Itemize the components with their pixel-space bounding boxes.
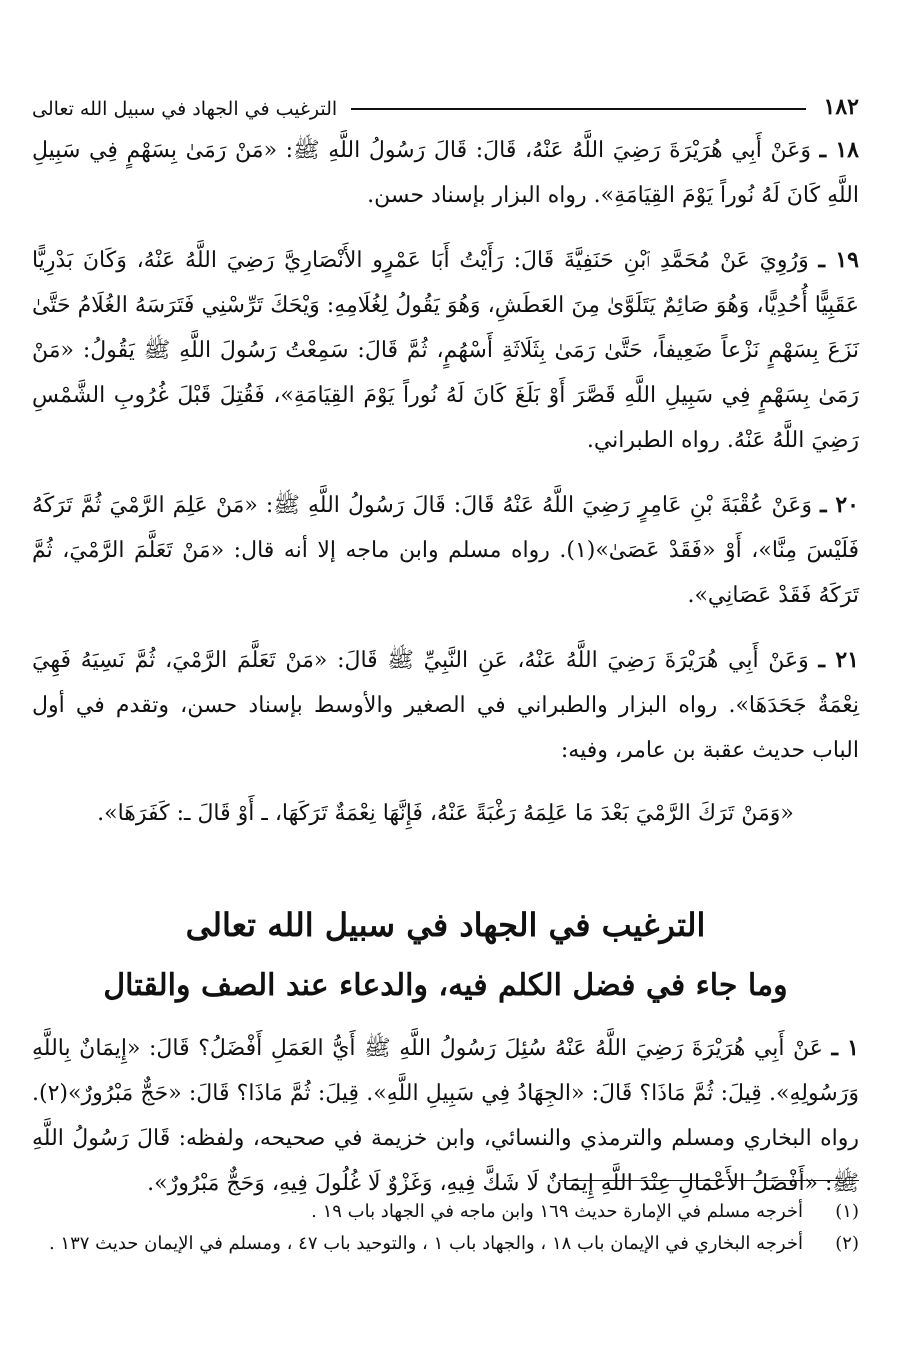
hadith-19 <box>32 238 859 463</box>
footnote-2 <box>32 1228 859 1260</box>
hadith-number: ٢١ ـ <box>818 647 859 673</box>
footnote-separator <box>559 1180 859 1181</box>
hadith-number: ١٩ ـ <box>818 247 859 273</box>
header-rule <box>351 108 805 110</box>
hadith-number: ١ ـ <box>831 1035 859 1061</box>
section-title: الترغيب في الجهاد في سبيل الله تعالى <box>185 906 706 944</box>
hadith-21-quote: «وَمَنْ تَرَكَ الرَّمْيَ بَعْدَ مَا عَلِمَهُ رَغْبَةً عَنْهُ، فَإِنَّهَا نِعْمَةٌ تَرَكَهَا، ـ أَوْ قَالَ ـ: كَفَرَهَا». <box>97 801 794 826</box>
footnote-number: (١) <box>835 1201 859 1222</box>
footnote-text: أخرجه البخاري في الإيمان باب ١٨ ، والجهاد باب ١ ، والتوحيد باب ٤٧ ، ومسلم في الإيمان حديث ١٣٧ . <box>48 1233 803 1254</box>
section-hadith-1 <box>32 1026 859 1206</box>
footnote-number: (٢) <box>835 1233 859 1254</box>
footnotes <box>32 1196 859 1260</box>
hadith-18 <box>32 128 859 218</box>
hadith-number: ٢٠ ـ <box>820 492 859 518</box>
footnote-1 <box>32 1196 859 1228</box>
hadith-text: وَعَنْ أَبِي هُرَيْرَةَ رَضِيَ اللَّهُ عَنْهُ، عَنِ النَّبِيِّ ﷺ قَالَ: «مَنْ تَعَلَّمَ الرَّمْيَ، ثُمَّ نَسِيَهُ فَهِيَ نِعْمَةٌ جَحَدَهَا». رواه البزار والطبراني في الصغير والأوسط بإسناد حسن، وتقدم في أول الباب حديث عقبة بن عامر، وفيه: <box>32 648 859 763</box>
hadith-20 <box>32 483 859 618</box>
running-title: الترغيب في الجهاد في سبيل الله تعالى <box>32 98 338 120</box>
footnote-text: أخرجه مسلم في الإمارة حديث ١٦٩ وابن ماجه في الجهاد باب ١٩ . <box>311 1201 803 1222</box>
page-header <box>32 80 859 120</box>
page-body <box>32 128 859 1226</box>
hadith-text: وَرُوِيَ عَنْ مُحَمَّدِ ٱبْنِ حَنَفِيَّةَ قَالَ: رَأَيْتُ أَبَا عَمْرٍو الأَنْصَارِيَّ رَضِيَ اللَّهُ عَنْهُ، وَكَانَ بَدْرِيًّا عَقَبِيًّا أُحُدِيًّا، وَهُوَ صَائِمٌ يَتَلَوَّىٰ مِنَ العَطَشِ، وَهُوَ يَقُولُ لِغُلَامِهِ: وَيْحَكَ تَرِّسْنِي فَتَرَسَهُ الغُلَامُ حَتَّىٰ نَزَعَ بِسَهْمٍ نَزْعاً ضَعِيفاً، حَتَّىٰ رَمَىٰ بِثَلَاثَةِ أَسْهُمٍ، ثُمَّ قَالَ: سَمِعْتُ رَسُولَ اللَّهِ ﷺ يَقُولُ: «مَنْ رَمَىٰ بِسَهْمٍ فِي سَبِيلِ اللَّهِ قَصَّرَ أَوْ بَلَغَ كَانَ لَهُ نُوراً يَوْمَ القِيَامَةِ»، فَقُتِلَ قَبْلَ غُرُوبِ الشَّمْسِ رَضِيَ اللَّهُ عَنْهُ. رواه الطبراني. <box>32 248 859 453</box>
page-number: ١٨٢ <box>823 94 859 120</box>
hadith-text: عَنْ أَبِي هُرَيْرَةَ رَضِيَ اللَّهُ عَنْهُ سُئِلَ رَسُولُ اللَّهِ ﷺ أَيُّ العَمَلِ أَفْضَلُ؟ قَالَ: «إِيمَانٌ بِاللَّهِ وَرَسُولِهِ». قِيلَ: ثُمَّ مَاذَا؟ قَالَ: «الجِهَادُ فِي سَبِيلِ اللَّهِ». قِيلَ: ثُمَّ مَاذَا؟ قَالَ: «حَجٌّ مَبْرُورٌ»(٢). رواه البخاري ومسلم والترمذي والنسائي، وابن خزيمة في صحيحه، ولفظه: قَالَ رَسُولُ اللَّهِ ﷺ: «أَفْضَلُ الأَعْمَالِ عِنْدَ اللَّهِ إِيمَانٌ لَا شَكَّ فِيهِ، وَغَزْوٌ لَا غُلُولَ فِيهِ، وَحَجٌّ مَبْرُورٌ». <box>32 1036 859 1196</box>
section-subtitle: وما جاء في فضل الكلم فيه، والدعاء عند الصف والقتال <box>103 968 788 1003</box>
hadith-number: ١٨ ـ <box>819 137 859 163</box>
hadith-21 <box>32 638 859 773</box>
hadith-text: وَعَنْ أَبِي هُرَيْرَةَ رَضِيَ اللَّهُ عَنْهُ، قَالَ: قَالَ رَسُولُ اللَّهِ ﷺ: «مَنْ رَمَىٰ بِسَهْمٍ فِي سَبِيلِ اللَّهِ كَانَ لَهُ نُوراً يَوْمَ القِيَامَةِ». رواه البزار بإسناد حسن. <box>32 138 859 208</box>
hadith-text: وَعَنْ عُقْبَةَ بْنِ عَامِرٍ رَضِيَ اللَّهُ عَنْهُ قَالَ: قَالَ رَسُولُ اللَّهِ ﷺ: «مَنْ عَلِمَ الرَّمْيَ ثُمَّ تَرَكَهُ فَلَيْسَ مِنَّا»، أَوْ «فَقَدْ عَصَىٰ»(١). رواه مسلم وابن ماجه إلا أنه قال: «مَنْ تَعَلَّمَ الرَّمْيَ، ثُمَّ تَرَكَهُ فَقَدْ عَصَانِي». <box>32 493 860 608</box>
